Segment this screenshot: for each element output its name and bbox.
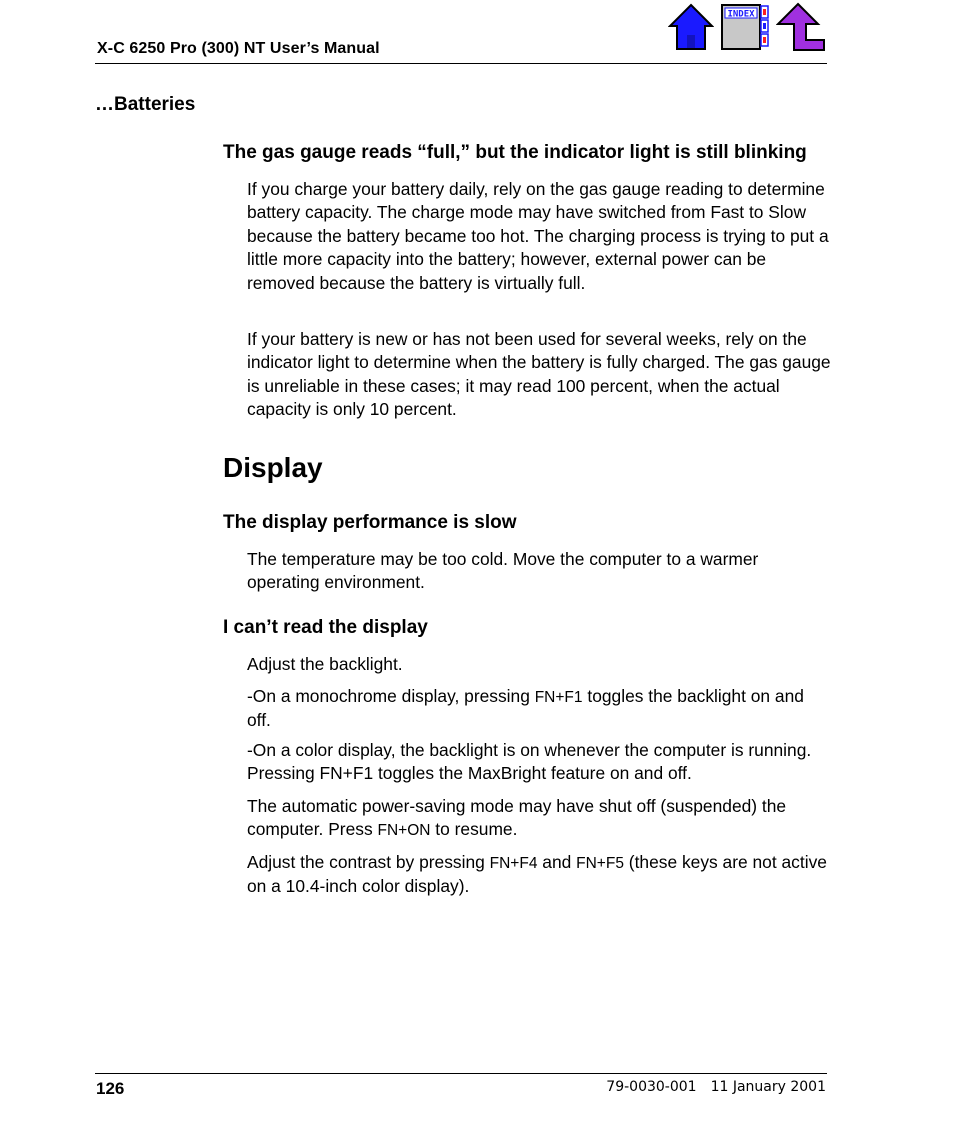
paragraph [247,685,831,733]
gas-gauge-heading: The gas gauge reads “full,” but the indicator light is still blinking [223,142,807,163]
running-header-title: X-C 6250 Pro (300) NT User’s Manual [97,40,380,57]
key-combo: FN+F4 [489,855,538,872]
display-heading: Display [223,452,323,483]
header-rule [95,63,827,64]
paragraph [247,795,831,843]
paragraph: Adjust the backlight. [247,654,403,674]
paragraph: The temperature may be too cold. Move the computer to a warmer operating environment. [247,549,759,593]
key-combo: FN+F1 [534,689,583,706]
display-slow-heading: The display performance is slow [223,512,517,533]
paragraph [247,851,831,899]
index-label: INDEX [727,9,755,20]
paragraph: If your battery is new or has not been used for several weeks, rely on the indicator light to determine when the battery is fully charged. The gas gauge is unreliable in these cases; it may read 100 percent, when the actual capacity is only 10 percent. [247,329,831,420]
text-run: Adjust the contrast by pressing [247,852,490,872]
doc-number: 79-0030-001 [606,1079,697,1095]
doc-date: 11 January 2001 [710,1079,826,1095]
text-run: to resume. [430,819,518,840]
key-combo: FN+F5 [576,855,624,872]
key-combo: FN+ON [377,822,431,840]
text-run: toggles the backlight on and off. [247,686,804,731]
text-run: (these keys are not active on a 10.4-inch color display). [247,852,827,897]
paragraph: If you charge your battery daily, rely on the gas gauge reading to determine battery capacity. The charge mode may have switched from Fast to Slow because the battery became too hot. The charging process is trying to put a little more capacity into the battery; however, external power can be removed because the battery is virtually full. [247,179,829,293]
index-button[interactable] [720,2,770,54]
home-button[interactable] [668,2,714,54]
up-button[interactable] [776,2,826,54]
page-number: 126 [96,1079,125,1098]
up-arrow-icon [776,2,826,52]
paragraph: -On a color display, the backlight is on whenever the computer is running. Pressing FN+F1 toggles the MaxBright feature on and off. [247,740,812,784]
index-icon [720,2,770,52]
home-icon [668,2,714,52]
section-continuation: …Batteries [95,94,196,115]
text-run: The automatic power-saving mode may have shut off (suspended) the computer. Press [247,796,787,840]
footer-rule [95,1073,827,1074]
document-reference [606,1079,826,1095]
text-run: -On a monochrome display, pressing [247,686,535,706]
cant-read-heading: I can’t read the display [223,617,428,638]
text-run: and [537,852,577,872]
